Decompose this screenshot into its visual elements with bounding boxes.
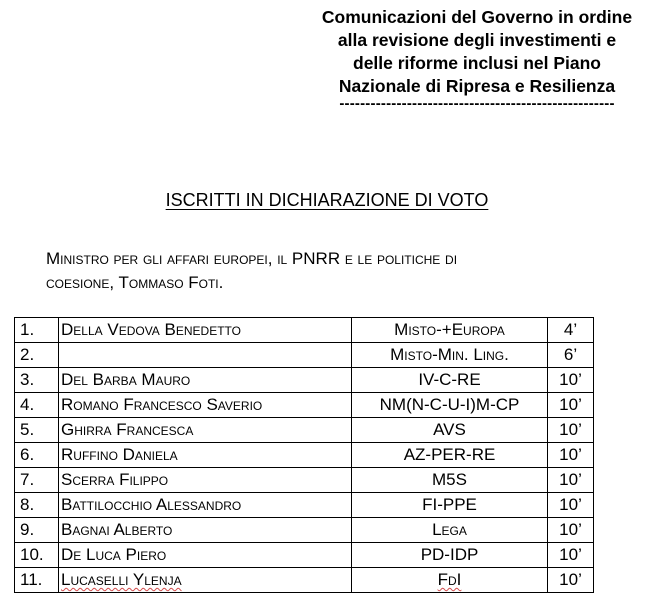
speaker-name: Ruffino Daniela (59, 443, 352, 468)
minister-line (46, 247, 606, 295)
speaker-time: 10’ (548, 418, 594, 443)
speaker-number: 10. (15, 543, 59, 568)
header-line-1: Comunicazioni del Governo in ordine (321, 7, 633, 27)
speaker-group: AZ-PER-RE (352, 443, 548, 468)
speaker-name: Battilocchio Alessandro (59, 493, 352, 518)
speaker-name: Bagnai Alberto (59, 518, 352, 543)
speaker-name: Del Barba Mauro (59, 368, 352, 393)
table-row (15, 393, 594, 418)
table-row (15, 418, 594, 443)
speaker-group: NM(N-C-U-I)M-CP (352, 393, 548, 418)
speaker-time: 10’ (548, 518, 594, 543)
header-line-3: delle riforme inclusi nel Piano (353, 53, 601, 73)
speaker-number: 2. (15, 343, 59, 368)
document-header (296, 6, 654, 112)
table-row (15, 518, 594, 543)
speaker-group: FI-PPE (352, 493, 548, 518)
speaker-group: Misto-+Europa (352, 318, 548, 343)
minister-line-1: Ministro per gli affari europei, il PNRR e le politiche di (46, 249, 458, 268)
speaker-group: AVS (352, 418, 548, 443)
speaker-time: 10’ (548, 493, 594, 518)
spellcheck-underline: Lucaselli Ylenja (61, 570, 182, 589)
minister-line-2: coesione, Tommaso Foti. (46, 273, 224, 292)
table-row (15, 568, 594, 593)
speaker-time: 10’ (548, 543, 594, 568)
speaker-group: IV-C-RE (352, 368, 548, 393)
speaker-number: 11. (15, 568, 59, 593)
speaker-group (352, 568, 548, 593)
table-row (15, 493, 594, 518)
speaker-time: 6’ (548, 343, 594, 368)
speaker-name (59, 343, 352, 368)
speaker-number: 1. (15, 318, 59, 343)
speaker-time: 4’ (548, 318, 594, 343)
speaker-group: Misto-Min. Ling. (352, 343, 548, 368)
table-row (15, 368, 594, 393)
speaker-time: 10’ (548, 368, 594, 393)
speaker-time: 10’ (548, 568, 594, 593)
speaker-group: Lega (352, 518, 548, 543)
speaker-name: Scerra Filippo (59, 468, 352, 493)
speaker-name: Della Vedova Benedetto (59, 318, 352, 343)
speaker-number: 9. (15, 518, 59, 543)
speaker-number: 3. (15, 368, 59, 393)
speaker-number: 6. (15, 443, 59, 468)
speakers-table (14, 317, 594, 593)
header-line-2: alla revisione degli investimenti e (337, 30, 617, 50)
speaker-number: 4. (15, 393, 59, 418)
header-divider: ----------------------------------------------------- (339, 96, 615, 112)
speaker-name (59, 568, 352, 593)
table-row (15, 468, 594, 493)
speaker-time: 10’ (548, 443, 594, 468)
speaker-time: 10’ (548, 393, 594, 418)
speaker-name: Romano Francesco Saverio (59, 393, 352, 418)
table-row (15, 443, 594, 468)
speaker-number: 8. (15, 493, 59, 518)
header-line-4: Nazionale di Ripresa e Resilienza (338, 76, 616, 96)
speaker-group: PD-IDP (352, 543, 548, 568)
speaker-name: Ghirra Francesca (59, 418, 352, 443)
section-title: ISCRITTI IN DICHIARAZIONE DI VOTO (165, 190, 489, 210)
speaker-number: 7. (15, 468, 59, 493)
table-row (15, 318, 594, 343)
spellcheck-underline: FdI (437, 570, 462, 589)
speaker-group: M5S (352, 468, 548, 493)
speaker-name: De Luca Piero (59, 543, 352, 568)
speaker-time: 10’ (548, 468, 594, 493)
speaker-number: 5. (15, 418, 59, 443)
table-row (15, 543, 594, 568)
table-row (15, 343, 594, 368)
